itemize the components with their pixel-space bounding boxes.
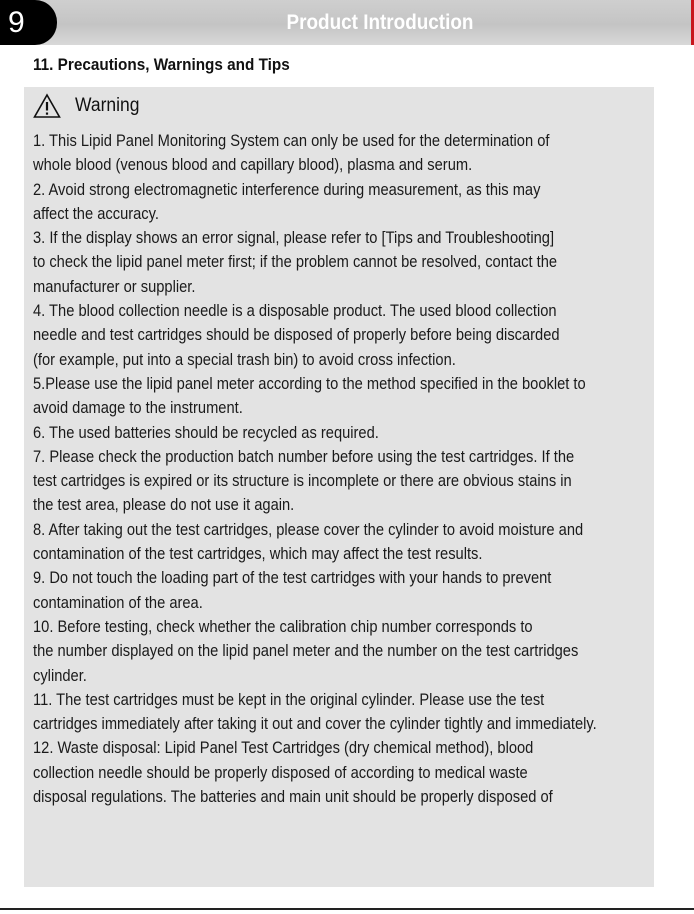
warning-line: (for example, put into a special trash bin) to avoid cross infection. (33, 350, 456, 369)
warning-line: 2. Avoid strong electromagnetic interference during measurement, as this may (33, 180, 541, 199)
warning-triangle-icon (33, 93, 61, 119)
section-heading: 11. Precautions, Warnings and Tips (33, 55, 290, 74)
warning-line: 7. Please check the production batch number before using the test cartridges. If the (33, 447, 575, 466)
warning-line: the test area, please do not use it again. (33, 496, 295, 515)
warning-line: affect the accuracy. (33, 204, 159, 223)
bottom-divider (0, 908, 694, 910)
warning-line: needle and test cartridges should be disposed of properly before being discarded (33, 326, 560, 345)
warning-line: test cartridges is expired or its structure is incomplete or there are obvious stains in (33, 472, 572, 491)
warning-line: collection needle should be properly disposed of according to medical waste (33, 763, 528, 782)
warning-text (33, 129, 673, 809)
warning-line: 6. The used batteries should be recycled as required. (33, 423, 379, 442)
warning-line: 12. Waste disposal: Lipid Panel Test Cartridges (dry chemical method), blood (33, 739, 534, 758)
warning-line: cartridges immediately after taking it out and cover the cylinder tightly and immediately. (33, 715, 597, 734)
warning-line: manufacturer or supplier. (33, 277, 196, 296)
warning-line: contamination of the area. (33, 593, 203, 612)
warning-line: 9. Do not touch the loading part of the test cartridges with your hands to prevent (33, 569, 552, 588)
warning-line: 4. The blood collection needle is a disposable product. The used blood collection (33, 302, 557, 321)
warning-header (33, 92, 145, 120)
page-number: 9 (0, 0, 57, 45)
warning-line: disposal regulations. The batteries and main unit should be properly disposed of (33, 788, 553, 807)
warning-line: 11. The test cartridges must be kept in the original cylinder. Please use the test (33, 690, 545, 709)
warning-line: 10. Before testing, check whether the calibration chip number corresponds to (33, 617, 533, 636)
warning-line: whole blood (venous blood and capillary blood), plasma and serum. (33, 156, 473, 175)
warning-line: 1. This Lipid Panel Monitoring System can only be used for the determination of (33, 132, 550, 150)
warning-line: the number displayed on the lipid panel meter and the number on the test cartridges (33, 642, 579, 661)
warning-line: 5.Please use the lipid panel meter according to the method specified in the booklet to (33, 374, 586, 393)
warning-line: cylinder. (33, 666, 87, 685)
warning-line: contamination of the test cartridges, which may affect the test results. (33, 545, 483, 564)
warning-line: to check the lipid panel meter first; if the problem cannot be resolved, contact the (33, 253, 558, 272)
warning-line: 8. After taking out the test cartridges, please cover the cylinder to avoid moisture and (33, 520, 584, 539)
warning-line: avoid damage to the instrument. (33, 399, 243, 418)
warning-title: Warning (75, 95, 140, 116)
warning-line: 3. If the display shows an error signal, please refer to [Tips and Troubleshooting] (33, 229, 555, 248)
page-title: Product Introduction (286, 11, 474, 34)
